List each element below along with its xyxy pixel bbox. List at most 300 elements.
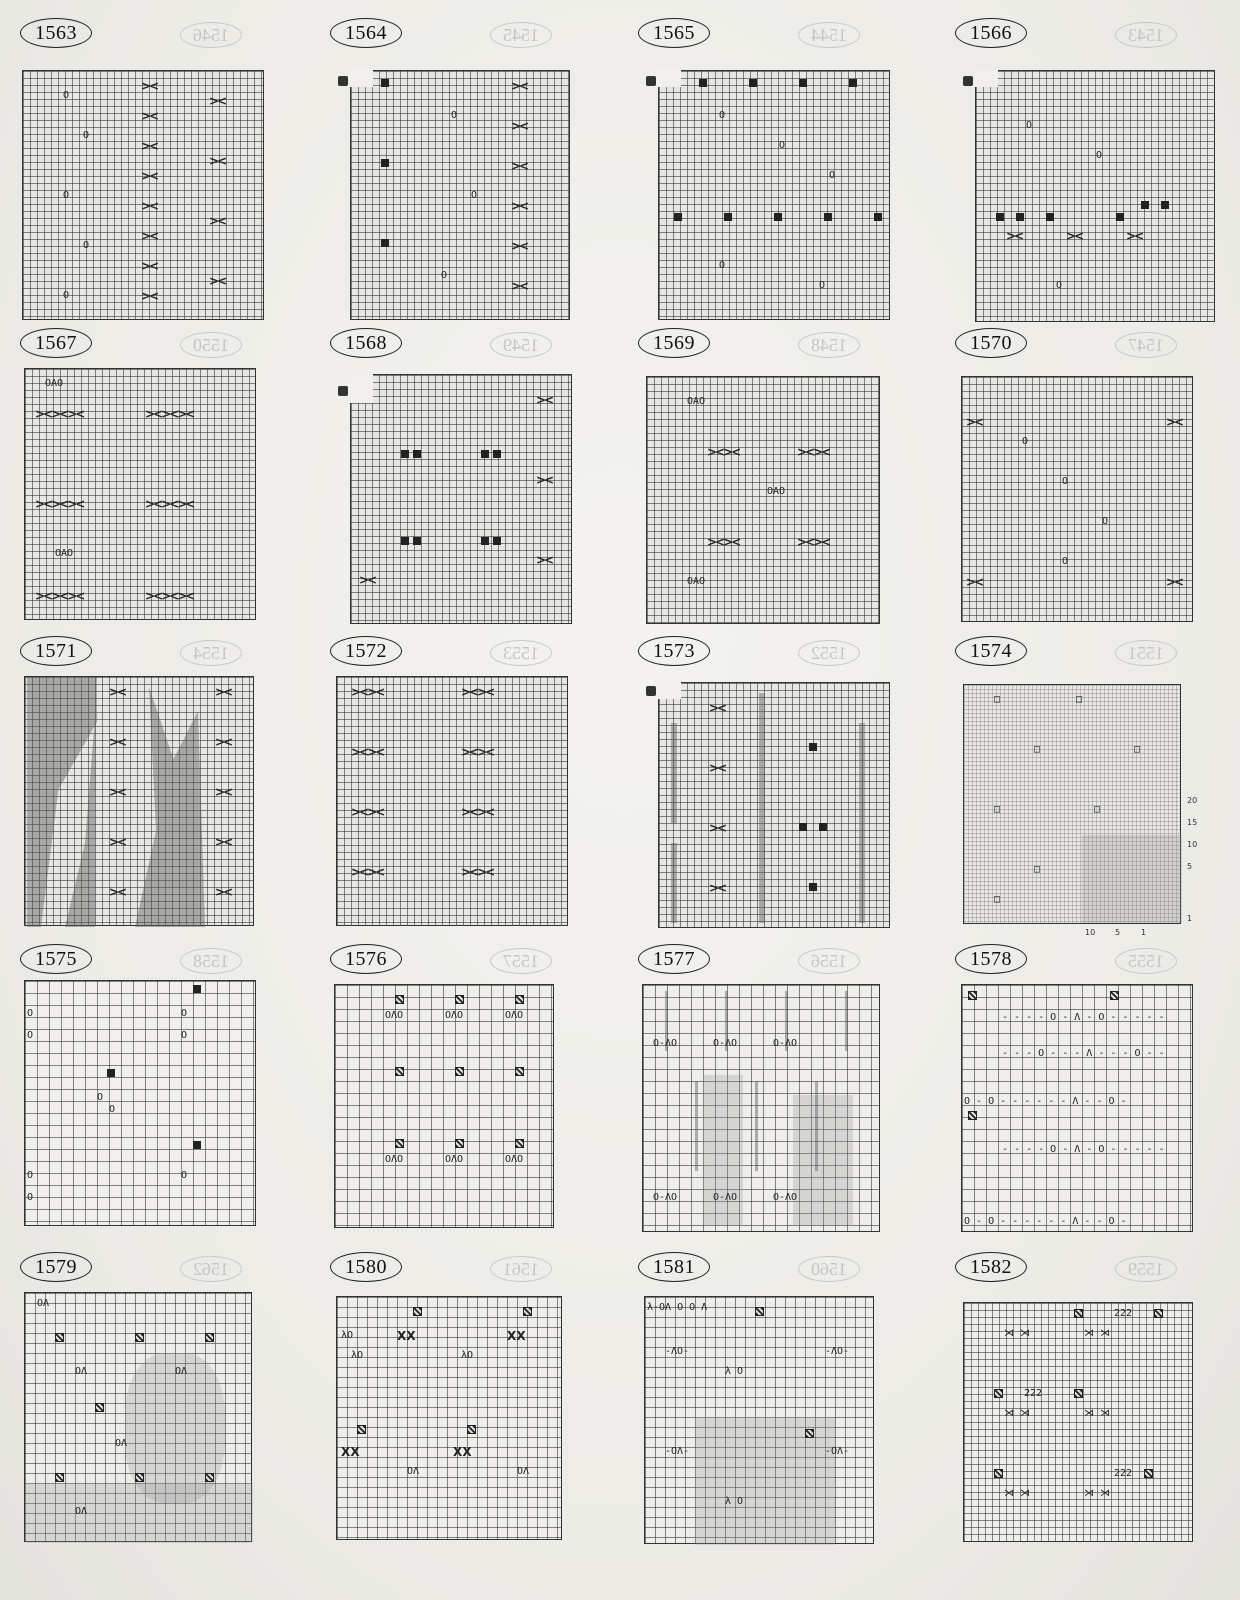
stitch-box-symbol: □ xyxy=(1076,694,1083,705)
knitting-chart xyxy=(24,1292,252,1542)
yarn-over-symbol: OΛO xyxy=(445,1010,464,1021)
yarn-over-symbol: O xyxy=(83,130,90,141)
no-stitch-block xyxy=(809,743,817,751)
row-number: 5 xyxy=(1187,862,1193,871)
yarn-over-symbol: OΛ xyxy=(75,1366,88,1377)
bobble-symbol xyxy=(968,1111,977,1120)
row-number: 20 xyxy=(1187,796,1198,805)
cable-symbol: >< xyxy=(141,79,158,93)
bobble-symbol xyxy=(55,1333,64,1342)
no-stitch-block xyxy=(381,239,389,247)
bobble-symbol xyxy=(515,995,524,1004)
shaded-region xyxy=(859,723,865,923)
shaded-region xyxy=(793,1095,853,1225)
yarn-over-symbol: O xyxy=(1096,150,1103,161)
yarn-over-symbol: O xyxy=(1026,120,1033,131)
pattern-number-label: 1571 xyxy=(20,636,92,666)
bobble-symbol xyxy=(395,1067,404,1076)
bobble-symbol xyxy=(395,1139,404,1148)
pattern-cell xyxy=(330,18,595,318)
bobble-symbol xyxy=(455,1139,464,1148)
yarn-over-symbol: OAO xyxy=(687,396,706,407)
yarn-over-symbol: O xyxy=(27,1008,34,1019)
no-stitch-block xyxy=(674,213,682,221)
cable-symbol: >< xyxy=(209,154,226,168)
yarn-over-symbol: O xyxy=(181,1030,188,1041)
cable-symbol: >< xyxy=(209,94,226,108)
cable-symbol: >< xyxy=(209,274,226,288)
knitting-chart xyxy=(350,374,572,624)
yarn-over-symbol: O xyxy=(829,170,836,181)
twist-symbol: ⋊ ⋊ xyxy=(1084,1328,1111,1339)
yarn-over-symbol: O xyxy=(1056,280,1063,291)
cable-symbol: >< xyxy=(209,214,226,228)
bleed-through-label: 1551 xyxy=(1115,640,1177,666)
pattern-cell xyxy=(955,18,1220,318)
bobble-symbol xyxy=(1074,1389,1083,1398)
pattern-cell xyxy=(20,18,285,318)
bleed-through-label: 1557 xyxy=(490,948,552,974)
cable-symbol: >< xyxy=(709,821,726,835)
yarn-over-symbol: OΛ xyxy=(37,1298,50,1309)
no-stitch-block xyxy=(481,537,489,545)
yarn-over-symbol: OAO xyxy=(45,378,64,389)
bleed-through-label: 1545 xyxy=(490,22,552,48)
cable-symbol: ><><>< xyxy=(145,407,194,421)
bleed-through-label: 1560 xyxy=(798,1256,860,1282)
yarn-over-symbol: -ΛO- xyxy=(665,1346,690,1357)
twist-symbol: ⋊ ⋊ xyxy=(1004,1408,1031,1419)
knitting-chart xyxy=(336,1296,562,1540)
cable-symbol: ><>< xyxy=(797,445,830,459)
no-stitch-block xyxy=(381,79,389,87)
pattern-cell xyxy=(955,636,1220,936)
stitch-symbol: - - - - O - Λ - O - - - - - xyxy=(1002,1012,1165,1023)
knitting-chart xyxy=(350,70,570,320)
no-stitch-block xyxy=(493,537,501,545)
pattern-number-label: 1575 xyxy=(20,944,92,974)
cable-line xyxy=(755,1081,758,1171)
yarn-over-symbol: O xyxy=(63,290,70,301)
pattern-number-label: 1568 xyxy=(330,328,402,358)
yarn-over-symbol: O xyxy=(1102,516,1109,527)
cable-symbol: >< xyxy=(1126,229,1143,243)
yarn-over-symbol: -OΛ- xyxy=(665,1446,690,1457)
no-stitch-block xyxy=(481,450,489,458)
yarn-over-symbol: O xyxy=(63,90,70,101)
no-stitch-block xyxy=(819,823,827,831)
stitch-symbol: 222 xyxy=(1114,1468,1133,1479)
bobble-symbol xyxy=(1110,991,1119,1000)
bleed-through-label: 1550 xyxy=(180,332,242,358)
cable-symbol: >< xyxy=(215,735,232,749)
bobble-symbol xyxy=(395,995,404,1004)
yarn-over-symbol: O xyxy=(471,190,478,201)
no-stitch-block xyxy=(493,450,501,458)
pattern-number-label: 1576 xyxy=(330,944,402,974)
bobble-symbol xyxy=(55,1473,64,1482)
cable-symbol: >< xyxy=(709,701,726,715)
bobble-symbol xyxy=(455,1067,464,1076)
yarn-over-symbol: O-ΛO xyxy=(773,1038,798,1049)
cable-symbol: >< xyxy=(709,761,726,775)
cable-symbol: ><>< xyxy=(461,805,494,819)
twist-symbol: ⋊ ⋊ xyxy=(1084,1408,1111,1419)
knitting-chart xyxy=(963,1302,1193,1542)
yarn-over-symbol: O-ΛO xyxy=(713,1038,738,1049)
cable-symbol: >< xyxy=(109,835,126,849)
yarn-over-symbol: O xyxy=(97,1092,104,1103)
yarn-over-symbol: O xyxy=(451,110,458,121)
pattern-number-label: 1580 xyxy=(330,1252,402,1282)
no-stitch-block xyxy=(413,537,421,545)
cable-symbol: ><>< xyxy=(461,745,494,759)
pattern-number-label: 1567 xyxy=(20,328,92,358)
shaded-region xyxy=(671,843,677,923)
yarn-over-symbol: λO xyxy=(341,1330,354,1341)
bobble-symbol xyxy=(357,1425,366,1434)
cable-symbol: >< xyxy=(966,415,983,429)
bleed-through-label: 1552 xyxy=(798,640,860,666)
cable-symbol: ><>< xyxy=(461,865,494,879)
cable-line xyxy=(695,1081,698,1171)
cable-symbol: X X xyxy=(397,1329,414,1343)
bobble-symbol xyxy=(135,1473,144,1482)
symbol-key-icon xyxy=(646,76,656,86)
cable-symbol: X X xyxy=(507,1329,524,1343)
yarn-over-symbol: OAO xyxy=(687,576,706,587)
bleed-through-label: 1546 xyxy=(180,22,242,48)
knitting-chart xyxy=(642,984,880,1232)
row-number: 1 xyxy=(1187,914,1193,923)
bobble-symbol xyxy=(515,1139,524,1148)
pattern-cell xyxy=(20,1252,285,1552)
bobble-symbol xyxy=(1144,1469,1153,1478)
pattern-cell xyxy=(638,1252,903,1552)
repeat-area xyxy=(1082,835,1182,923)
pattern-number-label: 1574 xyxy=(955,636,1027,666)
knitting-chart xyxy=(658,682,890,928)
yarn-over-symbol: OΛO xyxy=(505,1154,524,1165)
cable-symbol: >< xyxy=(511,79,528,93)
yarn-over-symbol: O xyxy=(181,1008,188,1019)
pattern-cell xyxy=(20,636,285,936)
symbol-key-icon xyxy=(338,76,348,86)
yarn-over-symbol: OΛO xyxy=(385,1154,404,1165)
cable-symbol: >< xyxy=(109,685,126,699)
yarn-over-symbol: OΛ xyxy=(175,1366,188,1377)
no-stitch-block xyxy=(799,823,807,831)
column-number: 1 xyxy=(1141,928,1147,937)
stitch-box-symbol: □ xyxy=(1134,744,1141,755)
stitch-box-symbol: □ xyxy=(994,804,1001,815)
cable-symbol: >< xyxy=(536,553,553,567)
yarn-over-symbol: O-ΛO xyxy=(653,1038,678,1049)
bobble-symbol xyxy=(467,1425,476,1434)
no-stitch-block xyxy=(1116,213,1124,221)
yarn-over-symbol: O xyxy=(181,1170,188,1181)
knitting-chart xyxy=(644,1296,874,1544)
bobble-symbol xyxy=(515,1067,524,1076)
yarn-over-symbol: O-ΛO xyxy=(653,1192,678,1203)
shaded-region xyxy=(25,1483,253,1543)
twist-symbol: ⋊ ⋊ xyxy=(1004,1488,1031,1499)
yarn-over-symbol: OΛ xyxy=(75,1506,88,1517)
bleed-through-label: 1543 xyxy=(1115,22,1177,48)
no-stitch-block xyxy=(1046,213,1054,221)
cable-symbol: >< xyxy=(359,573,376,587)
pattern-number-label: 1579 xyxy=(20,1252,92,1282)
row-number: 10 xyxy=(1187,840,1198,849)
pattern-cell xyxy=(330,328,595,628)
bleed-through-label: 1544 xyxy=(798,22,860,48)
bobble-symbol xyxy=(755,1307,764,1316)
twist-symbol: ⋊ ⋊ xyxy=(1004,1328,1031,1339)
no-stitch-block xyxy=(1141,201,1149,209)
cable-symbol: ><><>< xyxy=(35,497,84,511)
pattern-number-label: 1573 xyxy=(638,636,710,666)
bobble-symbol xyxy=(805,1429,814,1438)
bobble-symbol xyxy=(1154,1309,1163,1318)
bobble-symbol xyxy=(135,1333,144,1342)
knitting-chart xyxy=(24,368,256,620)
no-stitch-block xyxy=(874,213,882,221)
cable-symbol: ><>< xyxy=(797,535,830,549)
bleed-through-label: 1562 xyxy=(180,1256,242,1282)
yarn-over-symbol: O xyxy=(779,140,786,151)
yarn-over-symbol: O xyxy=(819,280,826,291)
cable-symbol: >< xyxy=(511,159,528,173)
yarn-over-symbol: λO xyxy=(461,1350,474,1361)
cable-line xyxy=(815,1081,818,1171)
bobble-symbol xyxy=(1074,1309,1083,1318)
cable-symbol: >< xyxy=(109,785,126,799)
column-number: 10 xyxy=(1085,928,1096,937)
no-stitch-block xyxy=(1161,201,1169,209)
pattern-number-label: 1582 xyxy=(955,1252,1027,1282)
cable-symbol: >< xyxy=(215,885,232,899)
pattern-number-label: 1565 xyxy=(638,18,710,48)
stitch-symbol: 222 xyxy=(1114,1308,1133,1319)
cable-symbol: >< xyxy=(709,881,726,895)
knitting-chart xyxy=(334,984,554,1228)
bobble-symbol xyxy=(523,1307,532,1316)
no-stitch-block xyxy=(996,213,1004,221)
bleed-through-label: 1549 xyxy=(490,332,552,358)
cable-symbol: >< xyxy=(511,279,528,293)
yarn-over-symbol: OΛO xyxy=(505,1010,524,1021)
cable-symbol: ><><>< xyxy=(145,589,194,603)
cable-symbol: ><>< xyxy=(351,865,384,879)
yarn-over-symbol: O xyxy=(719,260,726,271)
yarn-over-symbol: OΛ xyxy=(115,1438,128,1449)
cable-symbol: >< xyxy=(141,109,158,123)
yarn-over-symbol: O xyxy=(27,1170,34,1181)
no-stitch-block xyxy=(1016,213,1024,221)
cable-symbol: ><>< xyxy=(461,685,494,699)
no-stitch-block xyxy=(824,213,832,221)
pattern-number-label: 1570 xyxy=(955,328,1027,358)
pattern-cell xyxy=(955,1252,1220,1552)
twist-symbol: ⋊ ⋊ xyxy=(1084,1488,1111,1499)
yarn-over-symbol: λO xyxy=(351,1350,364,1361)
cable-symbol: >< xyxy=(1166,415,1183,429)
stitch-box-symbol: □ xyxy=(994,694,1001,705)
cable-symbol: >< xyxy=(511,199,528,213)
stitch-symbol: 222 xyxy=(1024,1388,1043,1399)
yarn-over-symbol: O xyxy=(83,240,90,251)
stitch-symbol: - - - - O - Λ - O - - - - - xyxy=(1002,1144,1165,1155)
cable-symbol: ><>< xyxy=(351,685,384,699)
yarn-over-symbol: O xyxy=(63,190,70,201)
pattern-cell xyxy=(330,944,595,1244)
bobble-symbol xyxy=(994,1469,1003,1478)
bobble-symbol xyxy=(205,1333,214,1342)
stitch-symbol: - - - O - - - Λ - - - O - - xyxy=(1002,1048,1165,1059)
no-stitch-block xyxy=(774,213,782,221)
yarn-over-symbol: O-ΛO xyxy=(773,1192,798,1203)
knitting-chart xyxy=(24,676,254,926)
yarn-over-symbol: O xyxy=(27,1030,34,1041)
yarn-over-symbol: O xyxy=(1062,556,1069,567)
no-stitch-block xyxy=(107,1069,115,1077)
yarn-over-symbol: O xyxy=(719,110,726,121)
yarn-over-symbol: OΛ xyxy=(407,1466,420,1477)
no-stitch-block xyxy=(699,79,707,87)
cable-symbol: >< xyxy=(511,239,528,253)
cable-symbol: ><><>< xyxy=(145,497,194,511)
no-stitch-block xyxy=(193,985,201,993)
cable-line xyxy=(845,991,848,1051)
pattern-number-label: 1563 xyxy=(20,18,92,48)
cable-symbol: >< xyxy=(215,685,232,699)
bleed-through-label: 1547 xyxy=(1115,332,1177,358)
no-stitch-block xyxy=(193,1141,201,1149)
no-stitch-block xyxy=(401,450,409,458)
column-number: 5 xyxy=(1115,928,1121,937)
yarn-over-symbol: λ O xyxy=(725,1496,744,1507)
no-stitch-block xyxy=(401,537,409,545)
no-stitch-block xyxy=(381,159,389,167)
pattern-cell xyxy=(638,18,903,318)
cable-symbol: >< xyxy=(141,289,158,303)
bleed-through-label: 1555 xyxy=(1115,948,1177,974)
cable-symbol: X X xyxy=(453,1445,470,1459)
bleed-through-label: 1554 xyxy=(180,640,242,666)
bleed-through-label: 1553 xyxy=(490,640,552,666)
bobble-symbol xyxy=(205,1473,214,1482)
cable-symbol: >< xyxy=(141,259,158,273)
cable-symbol: ><><>< xyxy=(35,589,84,603)
no-stitch-block xyxy=(749,79,757,87)
yarn-over-symbol: O xyxy=(109,1104,116,1115)
bobble-symbol xyxy=(968,991,977,1000)
symbol-key-icon xyxy=(338,386,348,396)
pattern-number-label: 1581 xyxy=(638,1252,710,1282)
knitting-chart xyxy=(336,676,568,926)
stitch-box-symbol: □ xyxy=(1034,744,1041,755)
cable-symbol: ><>< xyxy=(707,445,740,459)
bleed-through-label: 1559 xyxy=(1115,1256,1177,1282)
yarn-over-symbol: O xyxy=(441,270,448,281)
cable-symbol: >< xyxy=(215,835,232,849)
cable-symbol: X X xyxy=(341,1445,358,1459)
yarn-over-symbol: -ΛO- xyxy=(825,1346,850,1357)
bleed-through-label: 1556 xyxy=(798,948,860,974)
yarn-over-symbol: OAO xyxy=(767,486,786,497)
cable-symbol: >< xyxy=(966,575,983,589)
symbol-key-icon xyxy=(646,686,656,696)
cable-symbol: >< xyxy=(536,473,553,487)
cable-symbol: ><><>< xyxy=(35,407,84,421)
no-stitch-block xyxy=(799,79,807,87)
cable-symbol: ><>< xyxy=(707,535,740,549)
yarn-over-symbol: O xyxy=(27,1192,34,1203)
yarn-over-symbol: O xyxy=(1062,476,1069,487)
pattern-number-label: 1578 xyxy=(955,944,1027,974)
pattern-cell xyxy=(20,328,285,628)
yarn-over-symbol: OΛ xyxy=(517,1466,530,1477)
yarn-over-symbol: O-ΛO xyxy=(713,1192,738,1203)
shaded-region xyxy=(671,723,677,823)
bobble-symbol xyxy=(95,1403,104,1412)
knitting-chart xyxy=(961,984,1193,1232)
pattern-cell xyxy=(638,944,903,1244)
knitting-chart xyxy=(963,684,1181,924)
cable-symbol: >< xyxy=(511,119,528,133)
no-stitch-block xyxy=(724,213,732,221)
bobble-symbol xyxy=(994,1389,1003,1398)
bleed-through-label: 1558 xyxy=(180,948,242,974)
pattern-cell xyxy=(955,944,1220,1244)
knitting-chart xyxy=(646,376,880,624)
pattern-number-label: 1569 xyxy=(638,328,710,358)
stitch-symbol: λ-OΛ O O Λ xyxy=(647,1302,708,1313)
shaded-region xyxy=(695,1417,835,1545)
bleed-through-label: 1548 xyxy=(798,332,860,358)
shaded-region xyxy=(759,693,765,923)
yarn-over-symbol: λ O xyxy=(725,1366,744,1377)
pattern-number-label: 1572 xyxy=(330,636,402,666)
yarn-over-symbol: OΛO xyxy=(445,1154,464,1165)
pattern-cell xyxy=(330,1252,595,1552)
bleed-through-label: 1561 xyxy=(490,1256,552,1282)
no-stitch-block xyxy=(413,450,421,458)
bobble-symbol xyxy=(413,1307,422,1316)
cable-symbol: >< xyxy=(215,785,232,799)
pattern-number-label: 1577 xyxy=(638,944,710,974)
bobble-symbol xyxy=(455,995,464,1004)
knitting-chart xyxy=(22,70,264,320)
cable-symbol: >< xyxy=(141,229,158,243)
knitting-chart xyxy=(975,70,1215,322)
cable-symbol: >< xyxy=(141,139,158,153)
stitch-symbol: O - O - - - - - - Λ - - O - xyxy=(964,1096,1127,1107)
pattern-number-label: 1564 xyxy=(330,18,402,48)
cable-symbol: >< xyxy=(536,393,553,407)
stitch-box-symbol: □ xyxy=(994,894,1001,905)
cable-symbol: >< xyxy=(1166,575,1183,589)
cable-symbol: >< xyxy=(109,735,126,749)
stitch-box-symbol: □ xyxy=(1094,804,1101,815)
yarn-over-symbol: OΛO xyxy=(385,1010,404,1021)
pattern-cell xyxy=(330,636,595,936)
no-stitch-block xyxy=(849,79,857,87)
knitting-chart xyxy=(961,376,1193,622)
cable-symbol: >< xyxy=(141,169,158,183)
row-number: 15 xyxy=(1187,818,1198,827)
yarn-over-symbol: -OΛ- xyxy=(825,1446,850,1457)
